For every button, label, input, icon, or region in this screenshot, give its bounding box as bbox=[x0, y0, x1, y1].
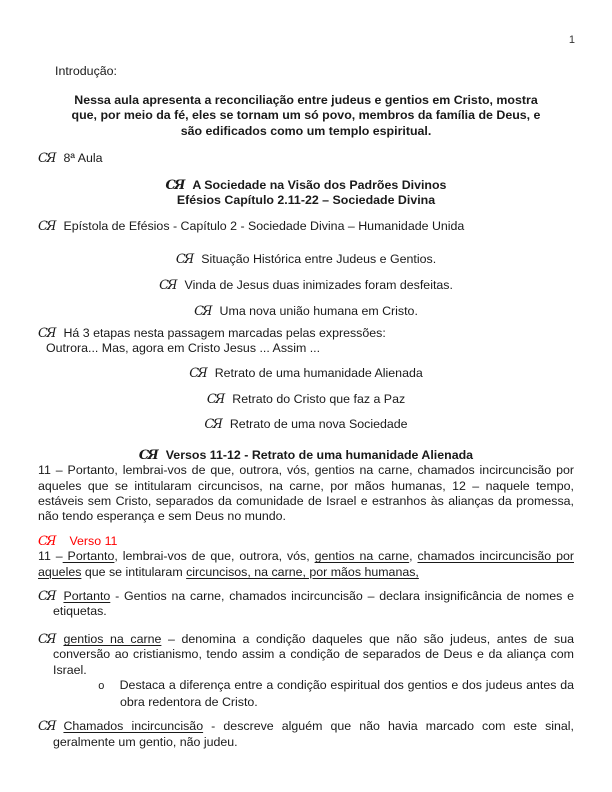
sub-note-item bbox=[38, 678, 574, 710]
list-bullet-icon: CЯ bbox=[194, 304, 211, 320]
text-segment: 11 – bbox=[38, 549, 63, 564]
list-bullet-icon: CЯ bbox=[38, 719, 55, 735]
list-bullet-icon: CЯ bbox=[38, 534, 55, 550]
verso11-heading-text: Verso 11 bbox=[69, 534, 118, 549]
list-bullet-icon: CЯ bbox=[38, 588, 55, 604]
verse11-annotated-paragraph bbox=[38, 549, 574, 579]
list-bullet-icon: CЯ bbox=[38, 219, 55, 235]
list-item-label: Há 3 etapas nesta passagem marcadas pelas expressões: bbox=[63, 326, 386, 341]
list-item-epistola bbox=[38, 219, 574, 234]
note-text bbox=[53, 632, 574, 676]
list-bullet-icon: CЯ bbox=[38, 150, 55, 166]
underlined-phrase: Portanto bbox=[62, 549, 115, 564]
centered-list-item bbox=[38, 252, 574, 267]
versos-heading bbox=[38, 448, 574, 463]
section-title-line1 bbox=[38, 178, 574, 193]
list-item-label: Retrato de uma humanidade Alienada bbox=[214, 365, 423, 380]
underlined-phrase: gentios na carne bbox=[314, 549, 410, 564]
underlined-phrase: gentios na carne bbox=[63, 632, 162, 647]
note-text bbox=[53, 719, 574, 748]
underlined-phrase: circuncisos, na carne, por mãos humanas, bbox=[186, 564, 419, 579]
list-bullet-icon: CЯ bbox=[38, 326, 55, 342]
list-bullet-icon: CЯ bbox=[204, 417, 221, 433]
underlined-phrase: Chamados incircuncisão bbox=[63, 719, 204, 734]
text-segment: – denomina a condição daqueles que não são judeus, antes de sua conversão ao cristianismo, tendo assim a condição de separados de Deus e da aliança com Israel. bbox=[53, 632, 574, 677]
list-item-label: Epístola de Efésios - Capítulo 2 - Sociedade Divina – Humanidade Unida bbox=[63, 219, 465, 234]
text-segment: que se intitularam bbox=[81, 564, 187, 579]
circle-bullet-icon: o bbox=[98, 680, 105, 693]
list-item-aula bbox=[38, 151, 574, 166]
text-segment: , bbox=[409, 549, 418, 564]
text-segment: , lembrai-vos de que, outrora, vós, bbox=[114, 549, 315, 564]
list-bullet-icon: CЯ bbox=[38, 632, 55, 648]
text-segment: - descreve alguém que não havia marcado com este sinal, geralmente um gentio, não judeu. bbox=[53, 719, 574, 749]
lead-paragraph: Nessa aula apresenta a reconciliação entre judeus e gentios em Cristo, mostra que, por meio da fé, eles se tornam um só povo, membros da família de Deus, e são edificados como um templo espiritual. bbox=[71, 93, 541, 138]
list-item-label: Vinda de Jesus duas inimizades foram desfeitas. bbox=[184, 277, 453, 292]
section-title-line2: Efésios Capítulo 2.11-22 – Sociedade Divina bbox=[176, 193, 436, 208]
note-item bbox=[38, 719, 574, 749]
underlined-phrase: Portanto bbox=[63, 588, 111, 603]
list-item-label: Retrato de uma nova Sociedade bbox=[229, 417, 408, 432]
text-segment: - Gentios na carne, chamados incircuncisão – declara insignificância de nomes e etiquetas. bbox=[53, 588, 574, 619]
etapas-continuation: Outrora... Mas, agora em Cristo Jesus ... Assim ... bbox=[46, 341, 321, 356]
list-item-label: Retrato do Cristo que faz a Paz bbox=[232, 391, 406, 406]
sub-note-text: Destaca a diferença entre a condição espiritual dos gentios e dos judeus antes da obra redentora de Cristo. bbox=[119, 677, 574, 710]
centered-list-item bbox=[38, 417, 574, 432]
list-item-label: 8ª Aula bbox=[63, 150, 103, 165]
centered-list-item bbox=[38, 366, 574, 381]
verse-paragraph: 11 – Portanto, lembrai-vos de que, outrora, vós, gentios na carne, chamados incircuncisão por aqueles que se intitularam circuncisos, na carne, por mãos humanas, 12 – naquele tempo, estáveis sem Cristo, separados da comunidade de Israel e estranhos às alianças da promessa, não tendo esperança e sem Deus no mundo. bbox=[38, 463, 574, 524]
list-bullet-icon: CЯ bbox=[138, 448, 157, 464]
list-item-etapas bbox=[38, 326, 574, 341]
list-bullet-icon: CЯ bbox=[165, 178, 184, 194]
list-bullet-icon: CЯ bbox=[206, 391, 224, 407]
note-item bbox=[38, 632, 574, 678]
list-bullet-icon: CЯ bbox=[175, 251, 193, 267]
note-item bbox=[38, 589, 574, 619]
intro-label: Introdução: bbox=[55, 64, 117, 78]
list-item-label: Uma nova união humana em Cristo. bbox=[219, 304, 418, 319]
verso11-heading bbox=[38, 534, 574, 549]
centered-list-item bbox=[38, 278, 574, 293]
list-bullet-icon: CЯ bbox=[189, 365, 206, 381]
section-title-text: A Sociedade na Visão dos Padrões Divinos bbox=[192, 178, 447, 193]
note-text bbox=[53, 589, 574, 618]
page-number: 1 bbox=[568, 34, 575, 46]
list-item-label: Situação Histórica entre Judeus e Gentios. bbox=[201, 251, 437, 266]
centered-list-item bbox=[38, 304, 574, 319]
list-bullet-icon: CЯ bbox=[159, 277, 176, 293]
underlined-phrase: chamados incircuncisão por aqueles bbox=[38, 549, 574, 579]
centered-list-item bbox=[38, 392, 574, 407]
versos-heading-text: Versos 11-12 - Retrato de uma humanidade Alienada bbox=[165, 448, 474, 463]
